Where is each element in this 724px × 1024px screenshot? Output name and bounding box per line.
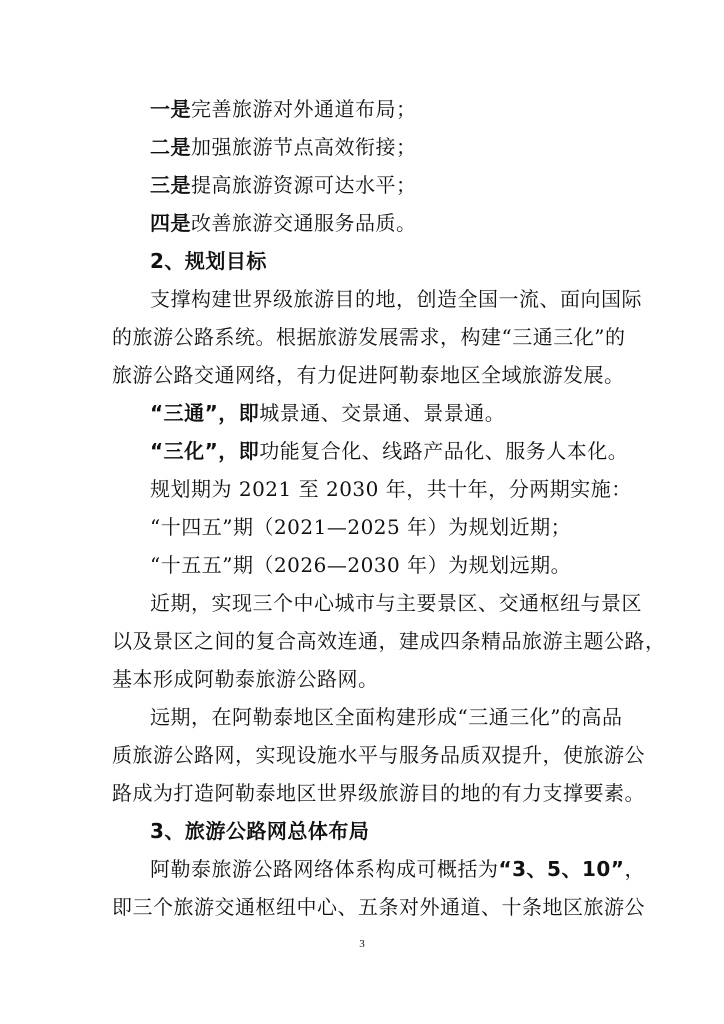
paragraph-line: 的旅游公路系统。根据旅游发展需求，构建“三通三化”的 [112, 325, 626, 349]
paragraph-line: 路成为打造阿勒泰地区世界级旅游目的地的有力支撑要素。 [112, 781, 645, 805]
section-heading-2: 2、规划目标 [150, 249, 267, 273]
list-text: 加强旅游节点高效衔接； [191, 135, 417, 159]
section-heading-3: 3、旅游公路网总体布局 [150, 819, 370, 843]
list-text: 改善旅游交通服务品质。 [191, 211, 417, 235]
santong-lead: “三通”，即 [150, 401, 260, 425]
planning-period: 规划期为 2021 至 2030 年，共十年，分两期实施： [150, 477, 632, 501]
list-lead: 二是 [150, 135, 191, 159]
paragraph-line: 质旅游公路网，实现设施水平与服务品质双提升，使旅游公 [112, 743, 645, 767]
list-text: 完善旅游对外通道布局； [191, 97, 417, 121]
phase-near: “十四五”期（2021—2025 年）为规划近期； [150, 515, 572, 539]
paragraph-line: 近期，实现三个中心城市与主要景区、交通枢纽与景区 [150, 591, 642, 615]
list-lead: 四是 [150, 211, 191, 235]
list-lead: 三是 [150, 173, 191, 197]
sanhua-lead: “三化”，即 [150, 439, 260, 463]
santong-text: 城景通、交景通、景景通。 [259, 401, 506, 425]
phase-far: “十五五”期（2026—2030 年）为规划远期。 [150, 553, 572, 577]
paragraph-text: 阿勒泰旅游公路网络体系构成可概括为 [150, 857, 499, 881]
list-lead: 一是 [150, 97, 191, 121]
list-item-2 [150, 134, 724, 160]
paragraph-line [150, 856, 724, 882]
list-item-3 [150, 172, 724, 198]
paragraph-line: 基本形成阿勒泰旅游公路网。 [112, 667, 379, 691]
paragraph-text: ， [624, 857, 645, 881]
list-item-4 [150, 210, 724, 236]
paragraph-line: 旅游公路交通网络，有力促进阿勒泰地区全域旅游发展。 [112, 363, 625, 387]
paragraph-line: 支撑构建世界级旅游目的地，创造全国一流、面向国际 [150, 287, 642, 311]
paragraph-line: 即三个旅游交通枢纽中心、五条对外通道、十条地区旅游公 [112, 895, 645, 919]
list-text: 提高旅游资源可达水平； [191, 173, 417, 197]
paragraph-bold-text: “3、5、10” [498, 857, 625, 881]
list-item-1 [150, 96, 724, 122]
sanhua-text: 功能复合化、线路产品化、服务人本化。 [259, 439, 629, 463]
santong-definition [150, 400, 724, 426]
paragraph-line: 以及景区之间的复合高效连通，建成四条精品旅游主题公路， [112, 629, 666, 653]
sanhua-definition [150, 438, 724, 464]
page-number: 3 [359, 938, 365, 950]
paragraph-line: 远期，在阿勒泰地区全面构建形成“三通三化”的高品 [150, 705, 623, 729]
